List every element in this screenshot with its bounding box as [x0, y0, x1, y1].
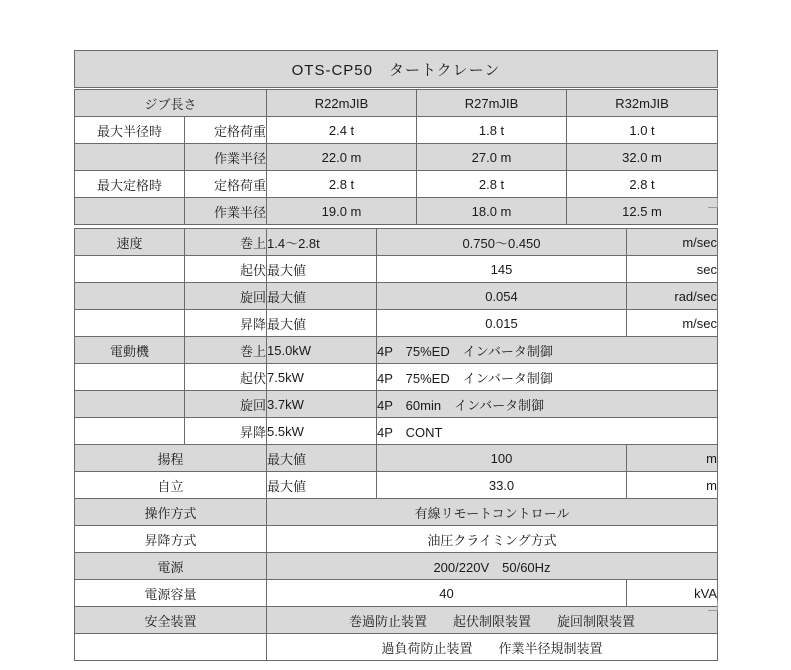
table-row — [75, 283, 718, 310]
row-group-label — [75, 418, 185, 445]
cell-value-left: 3.7kW — [267, 391, 377, 418]
corner-mark-top — [708, 198, 718, 208]
table-row — [75, 553, 718, 580]
page-title: OTS-CP50 タートクレーン — [75, 51, 718, 88]
table-row — [75, 445, 718, 472]
row-sub-label: 旋回 — [185, 391, 267, 418]
cell-value: 0.750〜0.450 — [377, 229, 627, 256]
cell-value: 2.4 t — [267, 117, 417, 144]
table-row — [75, 364, 718, 391]
row-group-label — [75, 256, 185, 283]
table-row — [75, 229, 718, 256]
row-group-label: 最大半径時 — [75, 117, 185, 144]
cell-unit: rad/sec — [627, 283, 718, 310]
row-sub-label: 巻上 — [185, 337, 267, 364]
safety-line-2: 過負荷防止装置 作業半径規制装置 — [267, 634, 718, 661]
row-sub-label: 定格荷重 — [185, 117, 267, 144]
cell-unit: m/sec — [627, 229, 718, 256]
row-sub-label: 旋回 — [185, 283, 267, 310]
table-row — [75, 337, 718, 364]
cell-value: 100 — [377, 445, 627, 472]
cell-value: 2.8 t — [417, 171, 567, 198]
cell-value: 4P 75%ED インバータ制御 — [377, 364, 718, 391]
cell-value: 33.0 — [377, 472, 627, 499]
cell-value: 有線リモートコントロール — [267, 499, 718, 526]
cell-value: 1.8 t — [417, 117, 567, 144]
cell-value: 19.0 m — [267, 198, 417, 225]
cell-value: 32.0 m — [567, 144, 718, 171]
table-row — [75, 171, 718, 198]
table-row — [75, 634, 718, 661]
table-row — [75, 526, 718, 553]
row-group-label — [75, 364, 185, 391]
jib-length-header: ジブ長さ — [75, 90, 267, 117]
table-row — [75, 117, 718, 144]
cell-value: 22.0 m — [267, 144, 417, 171]
cell-unit: kVA — [627, 580, 718, 607]
cell-unit: m — [627, 472, 718, 499]
table-row — [75, 198, 718, 225]
table-row — [75, 144, 718, 171]
table-row — [75, 580, 718, 607]
cell-value: 4P 75%ED インバータ制御 — [377, 337, 718, 364]
cell-value-left: 最大値 — [267, 283, 377, 310]
column-header-r32: R32mJIB — [567, 90, 718, 117]
cell-value: 145 — [377, 256, 627, 283]
row-group-label — [75, 310, 185, 337]
row-group-label: 揚程 — [75, 445, 267, 472]
cell-value-left: 最大値 — [267, 445, 377, 472]
cell-unit: sec — [627, 256, 718, 283]
table-row — [75, 256, 718, 283]
cell-value: 1.0 t — [567, 117, 718, 144]
row-sub-label: 作業半径 — [185, 198, 267, 225]
table-row — [75, 607, 718, 634]
table-row — [75, 51, 718, 88]
cell-value-left: 1.4〜2.8t — [267, 229, 377, 256]
cell-value: 0.015 — [377, 310, 627, 337]
row-group-label — [75, 391, 185, 418]
cell-value-left: 7.5kW — [267, 364, 377, 391]
row-sub-label: 定格荷重 — [185, 171, 267, 198]
table-row — [75, 391, 718, 418]
row-group-label: 自立 — [75, 472, 267, 499]
column-header-r22: R22mJIB — [267, 90, 417, 117]
cell-value: 27.0 m — [417, 144, 567, 171]
cell-value: 40 — [267, 580, 627, 607]
specification-table — [74, 228, 718, 661]
corner-mark-bottom — [708, 601, 718, 611]
cell-value-left: 15.0kW — [267, 337, 377, 364]
table-row — [75, 499, 718, 526]
row-group-label: 最大定格時 — [75, 171, 185, 198]
row-group-label: 昇降方式 — [75, 526, 267, 553]
cell-unit: m — [627, 445, 718, 472]
cell-value: 18.0 m — [417, 198, 567, 225]
document-title-table — [74, 50, 718, 88]
table-header-row — [75, 90, 718, 117]
cell-value: 2.8 t — [267, 171, 417, 198]
safety-label: 安全装置 — [75, 607, 267, 634]
cell-value: 0.054 — [377, 283, 627, 310]
row-group-label: 操作方式 — [75, 499, 267, 526]
row-sub-label: 巻上 — [185, 229, 267, 256]
table-row — [75, 310, 718, 337]
cell-unit: m/sec — [627, 310, 718, 337]
cell-value: 4P CONT — [377, 418, 718, 445]
row-sub-label: 昇降 — [185, 310, 267, 337]
capacity-table — [74, 89, 718, 225]
row-sub-label: 作業半径 — [185, 144, 267, 171]
cell-value: 2.8 t — [567, 171, 718, 198]
row-group-label — [75, 144, 185, 171]
safety-label-empty — [75, 634, 267, 661]
cell-value-left: 最大値 — [267, 256, 377, 283]
row-sub-label: 起伏 — [185, 364, 267, 391]
row-group-label: 電源 — [75, 553, 267, 580]
cell-value: 12.5 m — [567, 198, 718, 225]
cell-value: 4P 60min インバータ制御 — [377, 391, 718, 418]
row-group-label — [75, 283, 185, 310]
row-sub-label: 起伏 — [185, 256, 267, 283]
cell-value-left: 5.5kW — [267, 418, 377, 445]
table-row — [75, 418, 718, 445]
row-group-label: 速度 — [75, 229, 185, 256]
cell-value: 200/220V 50/60Hz — [267, 553, 718, 580]
row-group-label — [75, 198, 185, 225]
cell-value-left: 最大値 — [267, 472, 377, 499]
table-row — [75, 472, 718, 499]
column-header-r27: R27mJIB — [417, 90, 567, 117]
row-group-label: 電源容量 — [75, 580, 267, 607]
cell-value-left: 最大値 — [267, 310, 377, 337]
row-group-label: 電動機 — [75, 337, 185, 364]
safety-line-1: 巻過防止装置 起伏制限装置 旋回制限装置 — [267, 607, 718, 634]
row-sub-label: 昇降 — [185, 418, 267, 445]
cell-value: 油圧クライミング方式 — [267, 526, 718, 553]
